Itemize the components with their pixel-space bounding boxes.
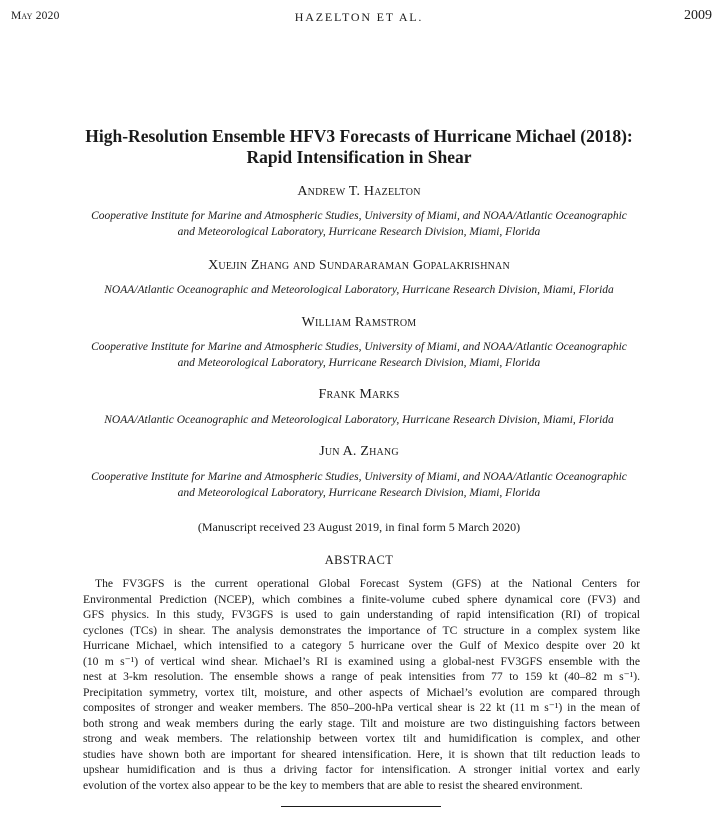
affiliation-line: Cooperative Institute for Marine and Atmospheric Studies, University of Miami, and NOAA/Atlantic Oceanographic <box>91 471 627 483</box>
affiliation-line: NOAA/Atlantic Oceanographic and Meteorological Laboratory, Hurricane Research Division, Miami, Florida <box>104 414 614 426</box>
author-name: Xuejin Zhang and Sundararaman Gopalakrishnan <box>208 258 510 273</box>
abstract-line: studies have shown both are important for sheared intensification. Here, it is shown that tilt reduction leads to <box>83 747 640 761</box>
abstract-heading: ABSTRACT <box>324 553 394 567</box>
title-line: Rapid Intensification in Shear <box>246 147 472 167</box>
abstract-line: (10 m s⁻¹) of vertical wind shear. Michael’s RI is examined using a global-nest FV3GFS ensemble with the <box>83 654 640 668</box>
affiliation-line: NOAA/Atlantic Oceanographic and Meteorological Laboratory, Hurricane Research Division, Miami, Florida <box>104 284 614 296</box>
abstract-line: strong and weak members. The relationship between vortex tilt and humidification is complex, and other <box>83 732 640 745</box>
abstract-line: Hurricane Michael, which intensified to a category 5 hurricane over the Gulf of Mexico despite over 20 kt <box>83 639 640 652</box>
manuscript-dates: (Manuscript received 23 August 2019, in final form 5 March 2020) <box>197 520 521 534</box>
abstract-line: The FV3GFS is the current operational Global Forecast System (GFS) at the National Centers for <box>95 577 640 590</box>
affiliation-line: and Meteorological Laboratory, Hurricane Research Division, Miami, Florida <box>177 357 541 369</box>
abstract-line: Environmental Prediction (NCEP), which combines a finite-volume cubed sphere dynamical core (FV3) and <box>83 592 640 606</box>
abstract-body <box>83 576 640 793</box>
author-name: Jun A. Zhang <box>319 444 399 459</box>
abstract-line: composites of stronger and weaker members. The 850–200-hPa vertical shear is 22 kt (11 m s⁻¹) in the mean of <box>83 701 640 714</box>
abstract-line: both strong and weak members during the early stage. Tilt and moisture are two distinguishing factors between <box>83 716 640 730</box>
abstract-line: upshear humidification and is thus a driving factor for intensification. A stronger initial vortex and early <box>83 763 640 776</box>
author-name: Andrew T. Hazelton <box>297 184 421 199</box>
abstract-line: cyclones (TCs) in shear. The analysis demonstrates the importance of TC structure in a complex system like <box>83 623 640 637</box>
affiliation-line: and Meteorological Laboratory, Hurricane Research Division, Miami, Florida <box>177 487 541 499</box>
abstract-line: GFS physics. In this study, FV3GFS is used to gain understanding of rapid intensification (RI) of tropical <box>83 608 640 621</box>
title-line: High-Resolution Ensemble HFV3 Forecasts of Hurricane Michael (2018): <box>85 126 633 146</box>
author-affiliation <box>0 412 718 428</box>
author-affiliation <box>0 339 718 371</box>
page-number: 2009 <box>684 8 712 23</box>
article-title <box>0 126 718 168</box>
abstract-line: nest at 3-km resolution. The ensemble shows a range of peak intensities from 77 to 159 kt (40–82 m s⁻¹). <box>83 670 640 683</box>
footnote-rule <box>281 806 441 807</box>
author-affiliation <box>0 469 718 501</box>
affiliation-line: Cooperative Institute for Marine and Atmospheric Studies, University of Miami, and NOAA/Atlantic Oceanographic <box>91 341 627 353</box>
author-affiliation <box>0 282 718 298</box>
affiliation-line: Cooperative Institute for Marine and Atmospheric Studies, University of Miami, and NOAA/Atlantic Oceanographic <box>91 210 627 222</box>
abstract-line: Precipitation symmetry, vortex tilt, moisture, and other aspects of Michael’s evolution are compared through <box>83 685 640 699</box>
running-head <box>0 10 718 26</box>
issue-date: May 2020 <box>11 10 60 22</box>
abstract-line: evolution of the vortex also appear to be the key to members that are able to resist the sheared environment. <box>83 778 583 792</box>
author-name: William Ramstrom <box>301 315 417 330</box>
affiliation-line: and Meteorological Laboratory, Hurricane Research Division, Miami, Florida <box>177 226 541 238</box>
running-head-authors: HAZELTON ET AL. <box>294 10 424 24</box>
author-name: Frank Marks <box>318 387 400 402</box>
author-affiliation <box>0 208 718 240</box>
